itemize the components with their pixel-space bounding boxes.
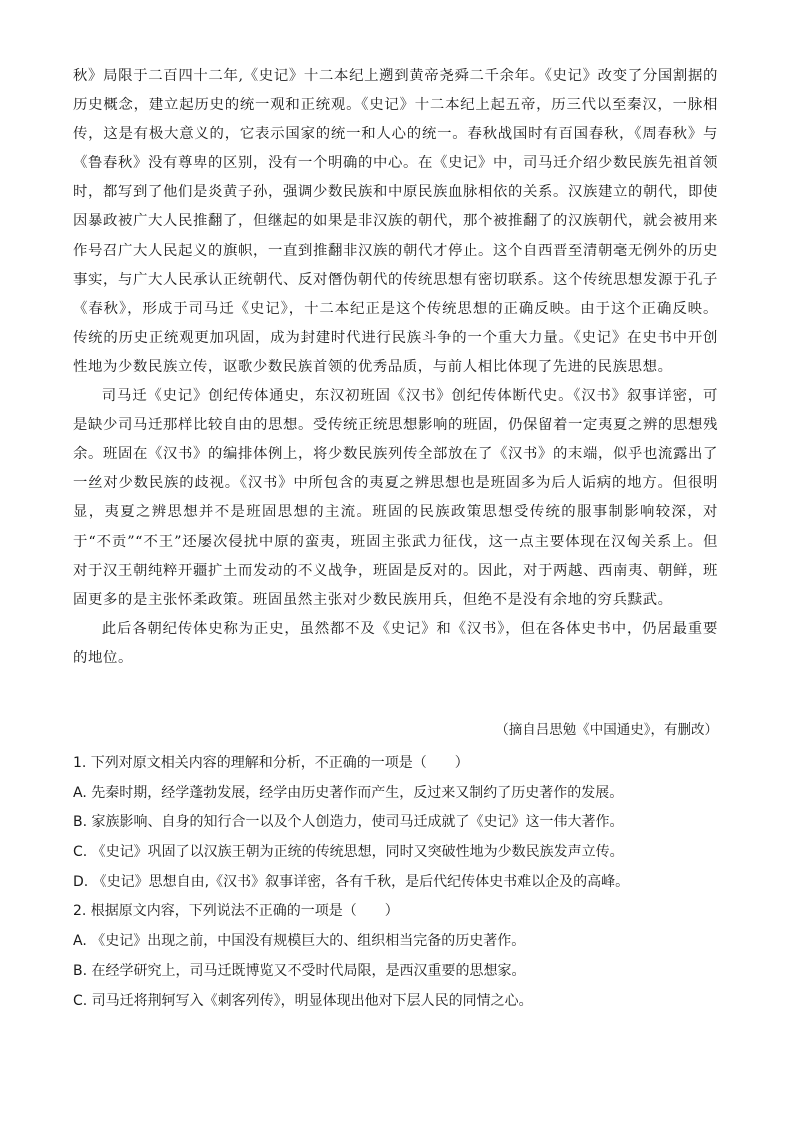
passage-paragraph-2: 司马迁《史记》创纪传体通史，东汉初班固《汉书》创纪传体断代史。《汉书》叙事详密，可是缺少司马迁那样比较自由的思想。受传统正统思想影响的班固，仍保留着一定夷夏之辨的思想残余。班固在《汉书》的编排体例上，将少数民族列传全部放在了《汉书》的末端，似乎也流露出了一丝对少数民族的歧视。《汉书》中所包含的夷夏之辨思想也是班固多为后人诟病的地方。但很明显，夷夏之辨思想并不是班固思想的主流。班固的民族政策思想受传统的服事制影响较深，对于“不贡”“不王”还屡次侵扰中原的蛮夷，班固主张武力征伐，这一点主要体现在汉匈关系上。但对于汉王朝纯粹开疆扩土而发动的不义战争，班固是反对的。因此，对于两越、西南夷、朝鲜，班固更多的是主张怀柔政策。班固虽然主张对少数民族用兵，但绝不是没有余地的穷兵黩武。 <box>73 388 718 608</box>
question-2-option-a: A. 《史记》出现之前，中国没有规模巨大的、组织相当完备的历史著作。 <box>73 933 526 950</box>
question-1-option-b: B. 家族影响、自身的知行合一以及个人创造力，使司马迁成就了《史记》这一伟大著作。 <box>73 814 624 831</box>
question-2-stem: 2. 根据原文内容，下列说法不正确的一项是（ ） <box>73 903 399 920</box>
passage-paragraph-3: 此后各朝纪传体史称为正史，虽然都不及《史记》和《汉书》，但在各体史书中，仍居最重要的地位。 <box>73 620 718 666</box>
question-1-option-c: C. 《史记》巩固了以汉族王朝为正统的传统思想，同时又突破性地为少数民族发声立传。 <box>73 844 624 861</box>
question-1-option-d: D. 《史记》思想自由,《汉书》叙事详密，各有千秋，是后代纪传体史书难以企及的高峰。 <box>73 873 630 890</box>
question-list <box>73 749 733 1016</box>
question-2-option-c: C. 司马迁将荆轲写入《刺客列传》，明显体现出他对下层人民的同情之心。 <box>73 992 533 1009</box>
question-2-option-b: B. 在经学研究上，司马迁既博览又不受时代局限，是西汉重要的思想家。 <box>73 962 526 979</box>
reading-passage <box>73 62 718 673</box>
passage-paragraph-1: 秋》局限于二百四十二年,《史记》十二本纪上遡到黄帝尧舜二千余年。《史记》改变了分国割据的历史概念，建立起历史的统一观和正统观。《史记》十二本纪上起五帝，历三代以至秦汉，一脉相传，这是有极大意义的，它表示国家的统一和人心的统一。春秋战国时有百国春秋，《周春秋》与《鲁春秋》没有尊卑的区别，没有一个明确的中心。在《史记》中，司马迁介绍少数民族先祖首领时，都写到了他们是炎黄子孙，强调少数民族和中原民族血脉相依的关系。汉族建立的朝代，即使因暴政被广大人民推翻了，但继起的如果是非汉族的朝代，那个被推翻了的汉族朝代，就会被用来作号召广大人民起义的旗帜，一直到推翻非汉族的朝代才停止。这个自西晋至清朝毫无例外的历史事实，与广大人民承认正统朝代、反对僭伪朝代的传统思想有密切联系。这个传统思想发源于孔子《春秋》，形成于司马迁《史记》，十二本纪正是这个传统思想的正确反映。由于这个正确反映。传统的历史正统观更加巩固，成为封建时代进行民族斗争的一个重大力量。《史记》在史书中开创性地为少数民族立传，讴歌少数民族首领的优秀品质，与前人相比体现了先进的民族思想。 <box>73 68 718 375</box>
passage-source: （摘自吕思勉《中国通史》，有删改） <box>495 722 718 738</box>
question-1-option-a: A. 先秦时期，经学蓬勃发展，经学由历史著作而产生，反过来又制约了历史著作的发展。 <box>73 784 624 801</box>
question-1-stem: 1. 下列对原文相关内容的理解和分析，不正确的一项是（ ） <box>73 755 469 771</box>
